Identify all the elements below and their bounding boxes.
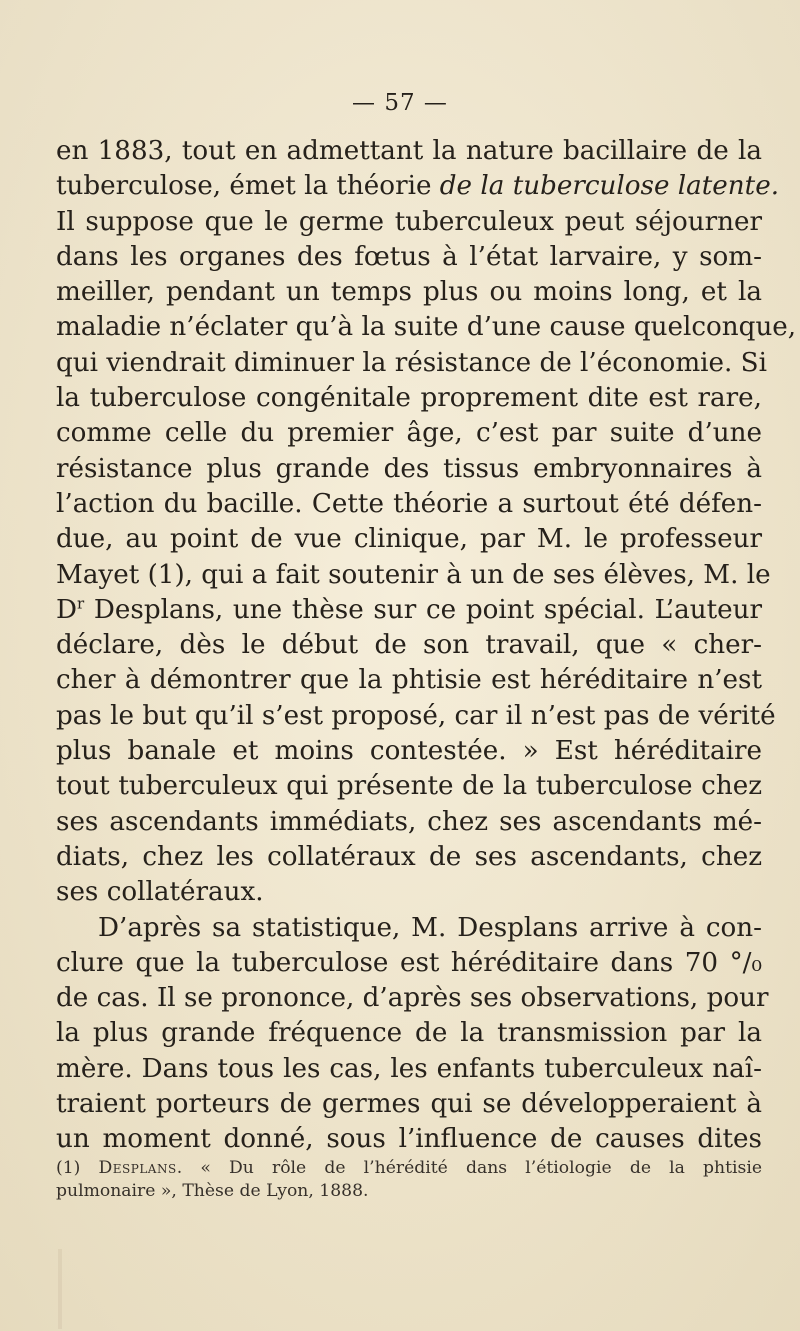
text-line: ses collatéraux. — [56, 877, 264, 908]
doctor-abbreviation: D — [56, 594, 77, 625]
main-text — [56, 134, 797, 1158]
text-line: l’action du bacille. Cette théorie a surtout été défen- — [56, 488, 762, 519]
text-line — [56, 169, 780, 204]
footnote-title: . « Du rôle de l’hérédité dans l’étiologie de la phtisie — [176, 1158, 762, 1178]
footnote-line — [56, 1157, 762, 1180]
footnote — [56, 1157, 762, 1203]
paper-scan-mark — [58, 1249, 62, 1329]
text-line: de cas. Il se prononce, d’après ses observations, pour — [56, 983, 769, 1014]
text-line: cher à démontrer que la phtisie est héréditaire n’est — [56, 665, 762, 696]
text-line: ses ascendants immédiats, chez ses ascendants mé- — [56, 806, 762, 837]
text-line: qui viendrait diminuer la résistance de l’économie. Si — [56, 347, 767, 378]
text-line: pas le but qu’il s’est proposé, car il n’est pas de vérité — [56, 700, 776, 731]
superscript-r: r — [77, 594, 85, 613]
text-line: dans les organes des fœtus à l’état larvaire, y som- — [56, 241, 762, 272]
text-line: Il suppose que le germe tuberculeux peut séjourner — [56, 206, 762, 237]
footnote-marker: (1) — [56, 1158, 99, 1178]
text-line: meiller, pendant un temps plus ou moins long, et la — [56, 277, 762, 308]
text-line: la tuberculose congénitale proprement dite est rare, — [56, 383, 762, 414]
footnote-line: pulmonaire », Thèse de Lyon, 1888. — [56, 1181, 369, 1201]
text-line: diats, chez les collatéraux de ses ascendants, chez — [56, 841, 762, 872]
page-number: — 57 — — [352, 90, 448, 116]
paragraph-2 — [56, 911, 769, 1158]
footnote-author: Desplans — [98, 1158, 177, 1178]
text-line: due, au point de vue clinique, par M. le professeur — [56, 524, 762, 555]
paragraph-1 — [56, 134, 797, 911]
text-line: déclare, dès le début de son travail, que « cher- — [56, 630, 762, 661]
text-line: plus banale et moins contestée. » Est héréditaire — [56, 736, 762, 767]
text-line: résistance plus grande des tissus embryonnaires à — [56, 453, 762, 484]
text-fragment: Desplans, une thèse sur ce point spécial. L’auteur — [84, 594, 762, 625]
italic-theory-name: de la tuberculose latente. — [439, 171, 780, 202]
text-line: mère. Dans tous les cas, les enfants tuberculeux naî- — [56, 1053, 762, 1084]
text-line: Mayet (1), qui a fait soutenir à un de ses élèves, M. le — [56, 559, 771, 590]
text-line: clure que la tuberculose est héréditaire dans 70 °/₀ — [56, 947, 762, 978]
text-line: tout tuberculeux qui présente de la tuberculose chez — [56, 771, 762, 802]
text-fragment: tuberculose, émet la théorie — [56, 171, 440, 202]
text-line: comme celle du premier âge, c’est par suite d’une — [56, 418, 762, 449]
text-line: D’après sa statistique, M. Desplans arrive à con- — [98, 912, 762, 943]
text-line: en 1883, tout en admettant la nature bacillaire de la — [56, 136, 762, 166]
text-line: la plus grande fréquence de la transmission par la — [56, 1018, 762, 1049]
text-line — [56, 593, 762, 628]
text-line: un moment donné, sous l’influence de causes dites — [56, 1124, 762, 1155]
text-line: maladie n’éclater qu’à la suite d’une cause quelconque, — [56, 312, 797, 343]
text-line: traient porteurs de germes qui se développeraient à — [56, 1089, 762, 1120]
